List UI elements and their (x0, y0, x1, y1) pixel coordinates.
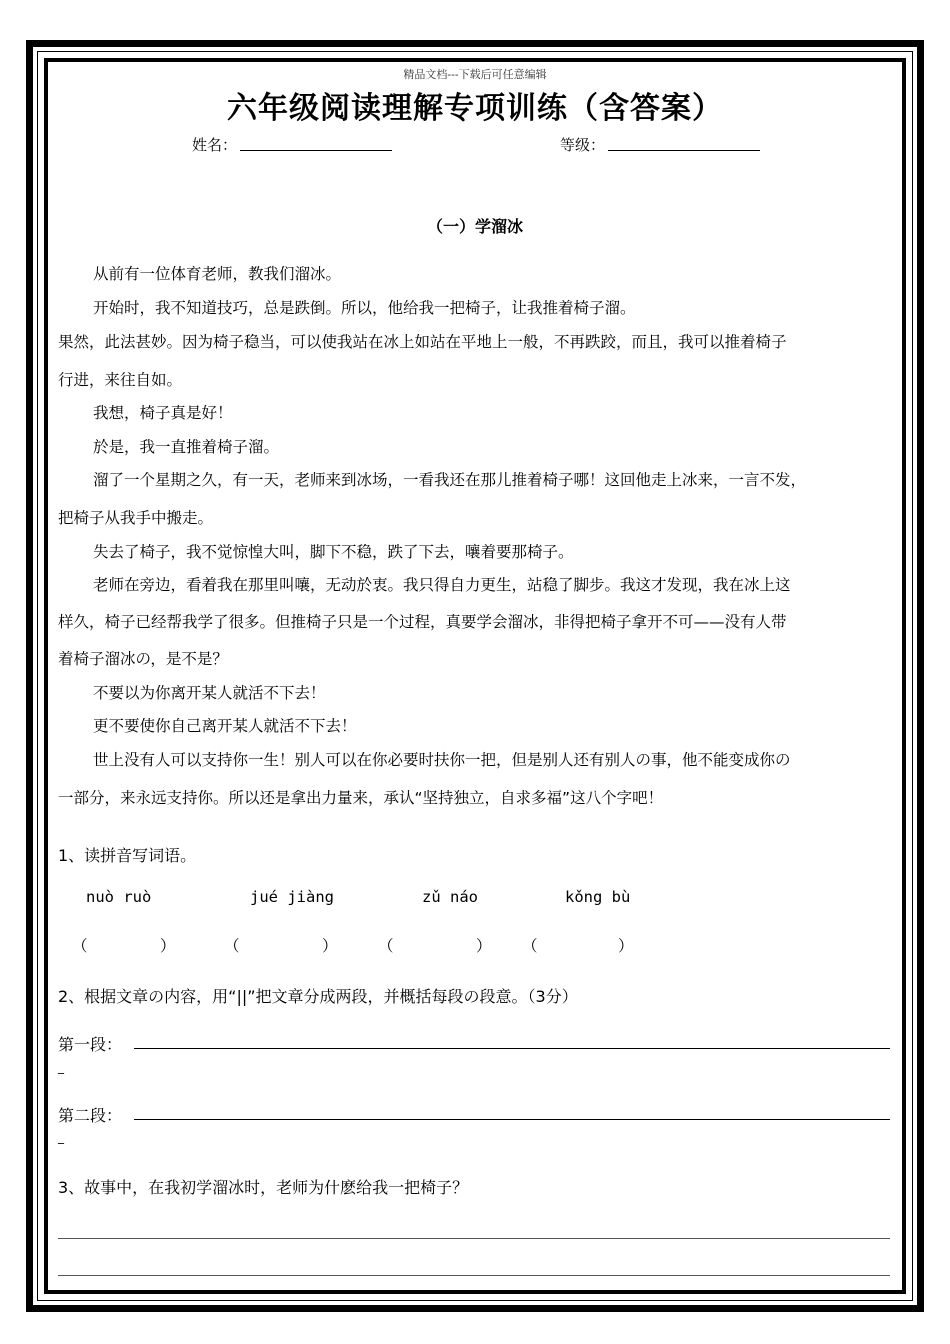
paragraph-1-answer-field[interactable] (134, 1048, 890, 1049)
passage-line: 我想，椅子真是好！ (93, 404, 233, 422)
paragraph-1-label: 第一段： (58, 1035, 123, 1054)
passage-line: 老师在旁边，看着我在那里叫嚷，无动於衷。我只得自力更生，站稳了脚步。我这才发现，我在冰上这 (93, 576, 791, 594)
passage-line: 於是，我一直推着椅子溜。 (93, 438, 280, 456)
answer-paren-close-1: ） (160, 937, 176, 955)
paragraph-2-answer-field[interactable] (134, 1119, 890, 1120)
dash-mark: _ (58, 1060, 64, 1074)
answer-paren-open-2: （ (224, 937, 240, 955)
passage-line: 世上没有人可以支持你一生！别人可以在你必要时扶你一把，但是别人还有别人の事，他不能变成你の (93, 751, 791, 769)
passage-line: 溜了一个星期之久，有一天，老师来到冰场，一看我还在那儿推着椅子哪！这回他走上冰来，一言不发， (93, 471, 807, 489)
question-3-answer-line-1[interactable] (58, 1238, 890, 1239)
passage-line: 失去了椅子，我不觉惊惶大叫，脚下不稳，跌了下去，嚷着要那椅子。 (93, 543, 574, 561)
passage-line: 样久，椅子已经帮我学了很多。但推椅子只是一个过程，真要学会溜冰，非得把椅子拿开不可——没有人带 (58, 613, 787, 631)
answer-paren-open-4: （ (522, 937, 538, 955)
grade-field[interactable] (608, 150, 760, 151)
pinyin-word-1: nuò ruò (86, 888, 152, 906)
passage-line: 一部分，来永远支持你。所以还是拿出力量来，承认“坚持独立，自求多福”这八个字吧！ (58, 789, 664, 807)
name-label: 姓名： (192, 136, 238, 154)
question-2: 2、根据文章の内容，用“||”把文章分成两段，并概括每段の段意。（3分） (58, 987, 578, 1006)
passage-line: 把椅子从我手中搬走。 (58, 509, 214, 527)
answer-paren-open-3: （ (378, 937, 394, 955)
passage-line: 开始时，我不知道技巧，总是跌倒。所以，他给我一把椅子，让我推着椅子溜。 (93, 299, 636, 317)
passage-line: 从前有一位体育老师，教我们溜冰。 (93, 265, 342, 283)
answer-paren-close-2: ） (322, 937, 338, 955)
question-3: 3、故事中，在我初学溜冰时，老师为什麽给我一把椅子？ (58, 1178, 469, 1197)
question-1: 1、读拼音写词语。 (58, 846, 197, 865)
passage-line: 果然，此法甚妙。因为椅子稳当，可以使我站在冰上如站在平地上一般，不再跌跤，而且，我可以推着椅子 (58, 333, 787, 351)
dash-mark: _ (58, 1130, 64, 1144)
passage-line: 着椅子溜冰の，是不是？ (58, 650, 228, 668)
pinyin-word-3: zǔ náo (422, 888, 478, 906)
answer-paren-open-1: （ (72, 937, 88, 955)
question-3-answer-line-2[interactable] (58, 1275, 890, 1276)
passage-line: 行进，来往自如。 (58, 371, 183, 389)
watermark: 精品文档---下载后可任意编辑 (403, 68, 547, 81)
section-title: （一）学溜冰 (426, 217, 523, 236)
answer-paren-close-3: ） (476, 937, 492, 955)
grade-label: 等级： (560, 136, 606, 154)
name-field[interactable] (240, 150, 392, 151)
answer-paren-close-4: ） (618, 937, 634, 955)
passage-line: 不要以为你离开某人就活不下去！ (93, 684, 326, 702)
pinyin-word-2: jué jiàng (250, 888, 334, 906)
passage-line: 更不要使你自己离开某人就活不下去！ (93, 717, 357, 735)
page-border-inner (44, 58, 906, 1294)
page-title: 六年级阅读理解专项训练（含答案） (227, 91, 723, 126)
paragraph-2-label: 第二段： (58, 1106, 123, 1125)
pinyin-word-4: kǒng bù (565, 888, 631, 906)
